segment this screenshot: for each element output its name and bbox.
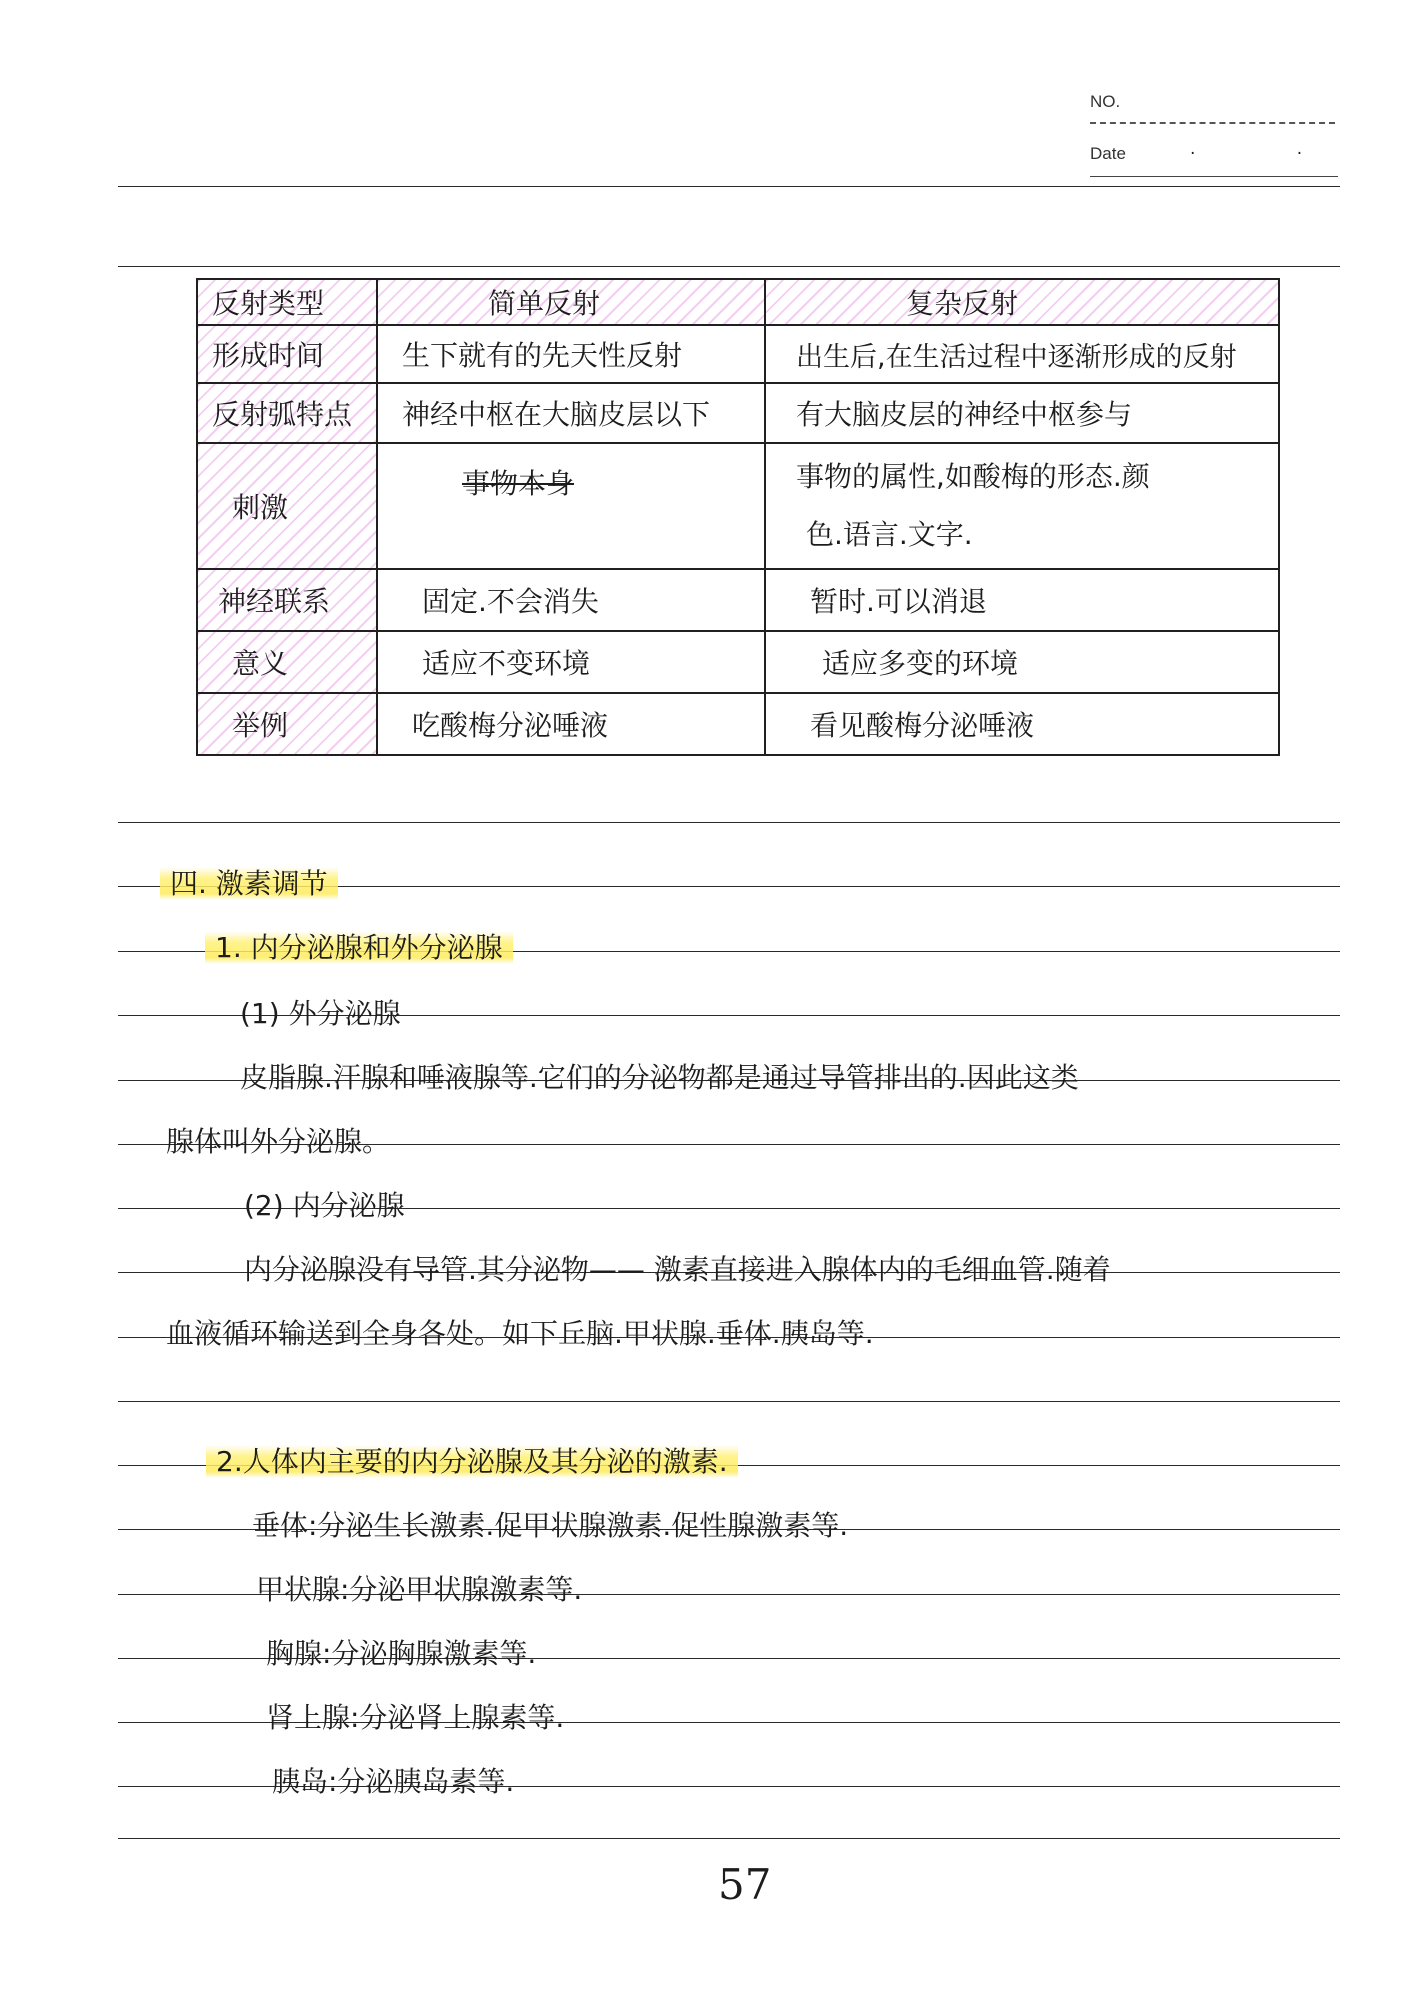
gland-list-item: 胸腺:分泌胸腺激素等. — [266, 1637, 537, 1670]
section-title — [160, 862, 338, 902]
paragraph-line: 血液循环输送到全身各处。如下丘脑.甲状腺.垂体.胰岛等. — [166, 1317, 874, 1350]
simple-cell — [377, 443, 765, 569]
row-label: 形成时间 — [197, 325, 377, 383]
header-cell-type: 反射类型 — [197, 279, 377, 325]
table-row — [197, 569, 1279, 631]
paragraph-line: 内分泌腺没有导管.其分泌物—— 激素直接进入腺体内的毛细血管.随着 — [244, 1253, 1111, 1286]
header-cell-complex: 复杂反射 — [765, 279, 1279, 325]
item-title: (1) 外分泌腺 — [240, 997, 401, 1030]
row-label: 神经联系 — [197, 569, 377, 631]
reflex-comparison-table — [196, 278, 1278, 756]
complex-cell: 适应多变的环境 — [765, 631, 1279, 693]
header-underline — [1090, 176, 1338, 177]
subsection-title-text: 2.人体内主要的内分泌腺及其分泌的激素. — [206, 1445, 738, 1478]
table-row — [197, 631, 1279, 693]
ruled-line — [118, 1401, 1340, 1402]
ruled-line — [118, 186, 1340, 187]
simple-cell: 吃酸梅分泌唾液 — [377, 693, 765, 755]
complex-cell: 暂时.可以消退 — [765, 569, 1279, 631]
table-row — [197, 325, 1279, 383]
gland-list-item: 肾上腺:分泌肾上腺素等. — [266, 1701, 565, 1734]
row-label: 举例 — [197, 693, 377, 755]
complex-cell: 出生后,在生活过程中逐渐形成的反射 — [765, 325, 1279, 383]
subsection-title — [205, 926, 513, 966]
row-label: 反射弧特点 — [197, 383, 377, 443]
table-row — [197, 383, 1279, 443]
header-no-label: NO. — [1090, 92, 1121, 111]
header-date-label: Date — [1090, 144, 1126, 163]
paragraph-line: 皮脂腺.汗腺和唾液腺等.它们的分泌物都是通过导管排出的.因此这类 — [240, 1061, 1079, 1094]
table-row — [197, 443, 1279, 569]
header-date-dots: · · — [1190, 144, 1351, 164]
page-number: 57 — [718, 1860, 772, 1909]
subsection-title-text: 1. 内分泌腺和外分泌腺 — [205, 931, 513, 964]
ruled-line — [118, 822, 1340, 823]
subsection-title — [206, 1440, 738, 1480]
complex-cell: 有大脑皮层的神经中枢参与 — [765, 383, 1279, 443]
simple-cell-text: 事物本身 — [462, 467, 575, 500]
row-label: 意义 — [197, 631, 377, 693]
complex-cell-line: 事物的属性,如酸梅的形态.颜 — [796, 460, 1150, 493]
row-label: 刺激 — [197, 443, 377, 569]
section-title-text: 四. 激素调节 — [160, 867, 338, 900]
gland-list-item: 垂体:分泌生长激素.促甲状腺激素.促性腺激素等. — [252, 1509, 849, 1542]
header-dashed-line — [1090, 122, 1335, 124]
simple-cell: 神经中枢在大脑皮层以下 — [377, 383, 765, 443]
simple-cell: 固定.不会消失 — [377, 569, 765, 631]
table-row — [197, 693, 1279, 755]
paragraph-line: 腺体叫外分泌腺。 — [166, 1125, 391, 1158]
complex-cell — [765, 443, 1279, 569]
complex-cell: 看见酸梅分泌唾液 — [765, 693, 1279, 755]
item-title: (2) 内分泌腺 — [244, 1189, 405, 1222]
ruled-line — [118, 266, 1340, 267]
simple-cell: 适应不变环境 — [377, 631, 765, 693]
complex-cell-line: 色.语言.文字. — [806, 518, 973, 551]
simple-cell: 生下就有的先天性反射 — [377, 325, 765, 383]
gland-list-item: 胰岛:分泌胰岛素等. — [272, 1765, 515, 1798]
table-header-row — [197, 279, 1279, 325]
gland-list-item: 甲状腺:分泌甲状腺激素等. — [256, 1573, 583, 1606]
ruled-line — [118, 1838, 1340, 1839]
header-cell-simple: 简单反射 — [377, 279, 765, 325]
